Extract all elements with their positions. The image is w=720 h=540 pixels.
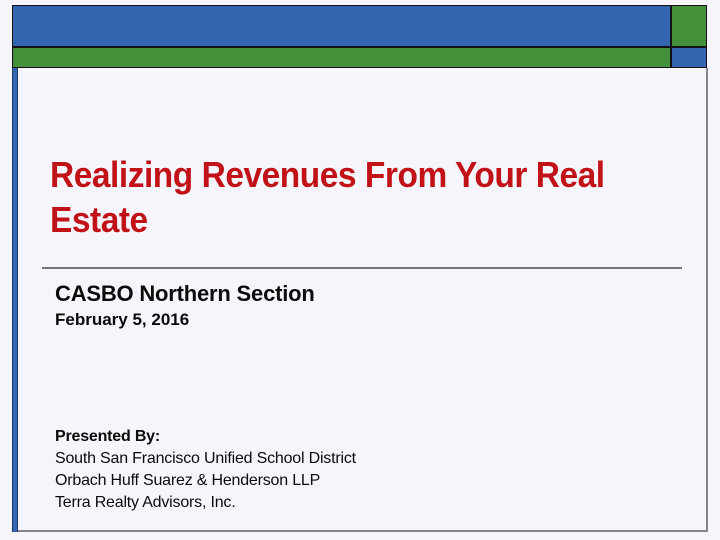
presenter-line: Orbach Huff Suarez & Henderson LLP — [55, 472, 321, 489]
left-accent-strip — [12, 68, 18, 532]
presented-by-label: Presented By: — [55, 428, 160, 445]
slide-title-line2: Estate — [50, 199, 148, 240]
header-accent-square-blue — [671, 47, 707, 68]
header-bar-blue — [12, 5, 671, 47]
header-accent-square-green — [671, 5, 707, 47]
slide-subtitle: CASBO Northern Section — [55, 281, 315, 306]
slide-title — [50, 152, 645, 242]
presenter-line: South San Francisco Unified School District — [55, 450, 356, 467]
slide-title-line1: Realizing Revenues From Your Real — [50, 154, 605, 195]
title-divider — [42, 267, 682, 269]
presented-by-block — [55, 426, 356, 514]
slide-date: February 5, 2016 — [55, 310, 190, 329]
subtitle-block — [55, 280, 315, 332]
header-bar-green — [12, 47, 671, 68]
presenter-line: Terra Realty Advisors, Inc. — [55, 494, 236, 511]
